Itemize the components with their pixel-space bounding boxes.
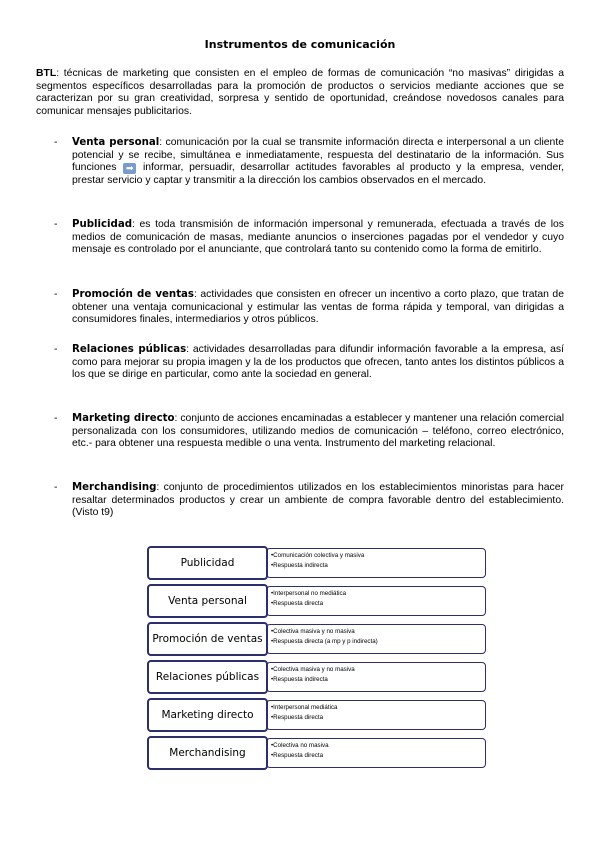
item-term: Venta personal <box>72 137 160 148</box>
diagram-label: Publicidad <box>147 546 268 580</box>
list-item-promocion-de-ventas <box>54 289 564 327</box>
diagram-description: •Interpersonal no mediática •Respuesta directa <box>266 586 486 616</box>
list-item-venta-personal <box>54 137 564 187</box>
list-item-publicidad <box>54 219 564 257</box>
list-item-merchandising <box>54 482 564 520</box>
diagram-label: Merchandising <box>147 736 268 770</box>
diagram-description: •Comunicación colectiva y masiva •Respuesta indirecta <box>266 548 486 578</box>
bullet-dash: - <box>54 344 58 355</box>
item-text: : conjunto de procedimientos utilizados en los establecimientos minoristas para hacer resaltar determinados productos y crear un ambiente de compra favorable dentro del establecimiento. (Visto t9) <box>72 482 564 519</box>
diagram-label: Venta personal <box>147 584 268 618</box>
diagram-description: •Colectiva no masiva •Respuesta directa <box>266 738 486 768</box>
item-text: : actividades desarrolladas para difundir información favorable a la empresa, así como para mejorar su propia imagen y la de los productos que ofrecen, tanto antes los distintos públicos a los que se dirige en particular, como ante la sociedad en general. <box>72 344 564 381</box>
page-title: Instrumentos de comunicación <box>204 38 396 51</box>
intro-term: BTL <box>36 68 57 79</box>
item-text: : comunicación por la cual se transmite información directa e interpersonal a un cliente potencial y se recibe, simultánea e inmediatamente, respuesta del destinatario de la información. Sus funciones <box>72 137 564 174</box>
item-text: : actividades que consisten en ofrecer un incentivo a corto plazo, que tratan de obtener una ventaja comunicacional y estimular las ventas de forma rápida y temporal, van dirigidas a consumidores finales, intermediarios y otros públicos. <box>72 289 564 326</box>
item-text: : es toda transmisión de información impersonal y remunerada, efectuada a través de los medios de comunicación de masas, mediante anuncios o inserciones pagadas por el vendedor y cuyo mensaje es controlado por el anunciante, que controlará tanto su contenido como la forma de emitirlo. <box>72 219 564 256</box>
diagram-row <box>147 544 489 582</box>
diagram-label: Marketing directo <box>147 698 268 732</box>
bullet-dash: - <box>54 137 58 148</box>
diagram-row <box>147 696 489 734</box>
bullet-dash: - <box>54 289 58 300</box>
list-item-relaciones-publicas <box>54 344 564 382</box>
diagram-row <box>147 620 489 658</box>
diagram-description: •Colectiva masiva y no masiva •Respuesta directa (a mp y p indirecta) <box>266 624 486 654</box>
bullet-dash: - <box>54 482 58 493</box>
diagram-row <box>147 658 489 696</box>
arrow-right-icon: ➡ <box>123 163 136 174</box>
diagram-row <box>147 734 489 772</box>
item-term: Publicidad <box>72 219 132 230</box>
intro-text: : técnicas de marketing que consisten en el empleo de formas de comunicación “no masivas” dirigidas a segmentos específicos desarrolladas para la promoción de productos o servicios mediante acciones que se caracterizan por su gran creatividad, sorpresa y sentido de oportunidad, creándose novedosos canales para comunicar mensajes publicitarios. <box>36 68 564 117</box>
item-term: Merchandising <box>72 482 157 493</box>
bullet-dash: - <box>54 219 58 230</box>
diagram-description: •Colectiva masiva y no masiva •Respuesta indirecta <box>266 662 486 692</box>
diagram-label: Promoción de ventas <box>147 622 268 656</box>
list-item-marketing-directo <box>54 413 564 451</box>
diagram-label: Relaciones públicas <box>147 660 268 694</box>
item-term: Relaciones públicas <box>72 344 187 355</box>
diagram-row <box>147 582 489 620</box>
item-term: Marketing directo <box>72 413 175 424</box>
intro-paragraph <box>36 68 564 118</box>
diagram-description: •Interpersonal mediática •Respuesta directa <box>266 700 486 730</box>
item-text-continued: informar, persuadir, desarrollar actitudes favorables al producto y la empresa, vender, prestar servicio y captar y transmitir a la dirección los cambios observados en el mercado. <box>72 162 565 186</box>
item-text: : conjunto de acciones encaminadas a establecer y mantener una relación comercial personalizada con los consumidores, utilizando medios de comunicación – teléfono, correo electrónico, etc.- para obtener una respuesta medible o una venta. Instrumento del marketing relacional. <box>72 413 564 450</box>
summary-diagram <box>147 544 489 772</box>
bullet-dash: - <box>54 413 58 424</box>
item-term: Promoción de ventas <box>72 289 194 300</box>
